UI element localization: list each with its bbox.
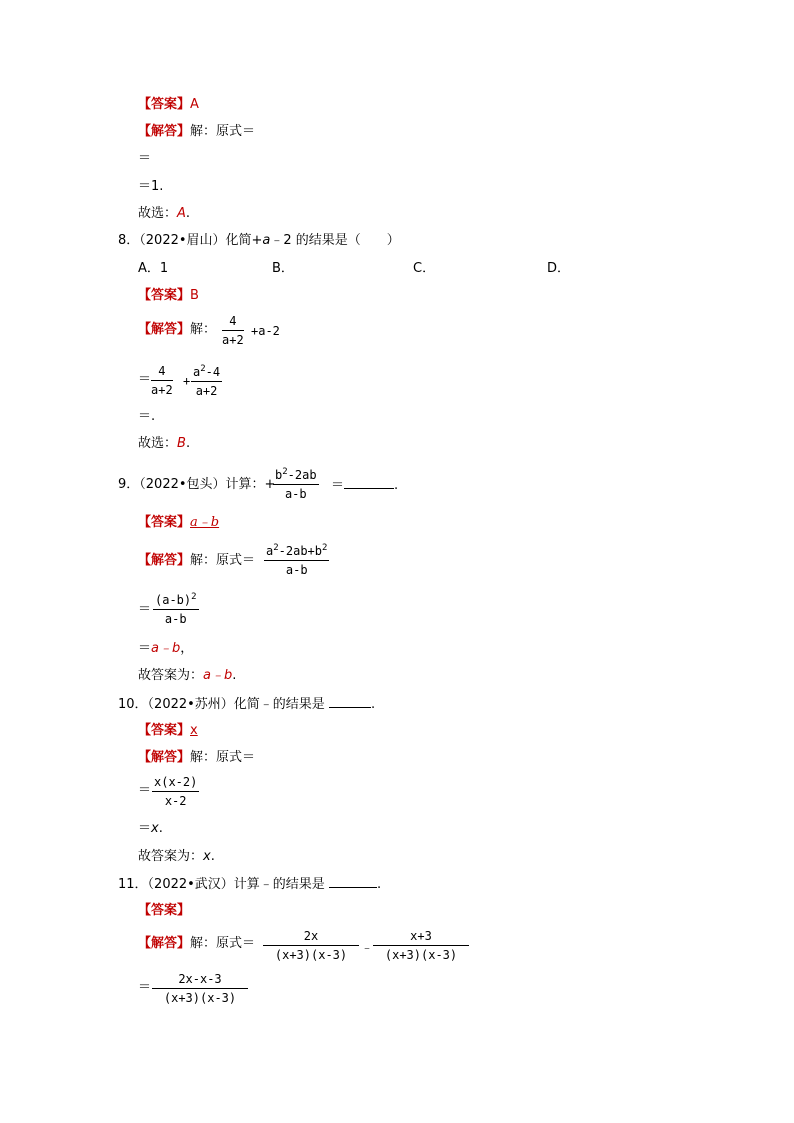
q8-option-c: C．	[413, 261, 436, 276]
answer-label: 【答案】	[138, 97, 191, 112]
q11-fraction-3	[152, 972, 248, 1005]
q8-step-eq: ＝	[138, 372, 152, 387]
q8-stem	[118, 234, 400, 247]
q7-step1: ＝	[138, 151, 152, 166]
q9-step3-value: a﹣b	[151, 641, 181, 656]
q7-choose-end: .	[185, 206, 191, 221]
q8-stem-text: 8．（2022•眉山）化简+	[118, 233, 263, 248]
q7-step2: ＝1.	[138, 179, 164, 194]
q9-stem-eq: ＝	[331, 478, 345, 493]
q10-sol-prefix: 解：原式＝	[190, 750, 256, 765]
solution-label: 【解答】	[138, 553, 191, 568]
q8-fraction-1	[222, 314, 244, 347]
q8-option-a: A．1	[138, 261, 169, 276]
q8-f1-denominator: a+2	[222, 333, 244, 347]
q9-s1-numerator: $a^2-2ab+b^2$	[266, 543, 328, 558]
q10-final-value: x	[203, 849, 211, 864]
q8-f2-denominator: a+2	[151, 383, 173, 397]
q7-answer-line	[138, 98, 199, 111]
q10-s1-numerator: x(x-2)	[154, 775, 198, 789]
q9-answer-blank	[344, 478, 394, 489]
q9-step3-end: ，	[180, 641, 194, 656]
q10-step2	[138, 822, 163, 835]
answer-label: 【答案】	[138, 288, 191, 303]
q7-sol-prefix: 解：原式＝	[190, 124, 256, 139]
q11-step-eq: ＝	[138, 980, 152, 995]
q10-final-end: .	[210, 849, 215, 864]
q8-stem-var: a	[262, 233, 271, 248]
q11-fraction-2	[373, 929, 469, 962]
q8-f2-plus: +	[183, 374, 191, 388]
q11-fraction-1	[263, 929, 359, 962]
q11-stem-text: 11．（2022•武汉）计算﹣的结果是	[118, 877, 325, 892]
q9-stem-end: .	[394, 478, 399, 493]
q9-answer: a﹣b	[190, 515, 220, 530]
q7-solution-line	[138, 125, 255, 138]
q11-s3-denominator: (x+3)(x-3)	[163, 991, 237, 1005]
q9-final-value: a﹣b	[203, 668, 233, 683]
q11-stem	[118, 877, 381, 891]
q11-s1-numerator: 2x	[303, 929, 319, 943]
q10-stem	[118, 697, 375, 711]
q8-option-d: D．	[547, 261, 571, 276]
q8-f2-numerator: 4	[158, 364, 166, 378]
q11-s2-numerator: x+3	[410, 929, 432, 943]
q9-final-end: .	[232, 668, 237, 683]
q11-answer-line	[138, 904, 190, 917]
q11-sol-prefix: 解：原式＝	[190, 936, 256, 951]
solution-label: 【解答】	[138, 124, 191, 139]
q9-fraction-1	[264, 543, 329, 577]
q10-final-line	[138, 850, 215, 863]
q9-stem-fraction	[273, 467, 319, 501]
q10-stem-end: .	[370, 697, 376, 712]
q8-option-b: B．	[272, 261, 294, 276]
q11-stem-end: .	[376, 877, 382, 892]
q9-final-line	[138, 669, 236, 682]
q10-step2-end: .	[158, 821, 163, 836]
q9-step3	[138, 642, 193, 655]
q8-step3: ＝.	[138, 409, 156, 424]
q9-step-eq: ＝	[138, 602, 152, 617]
q8-sol-prefix: 解：	[190, 322, 217, 337]
q10-step-eq: ＝	[138, 783, 152, 798]
q9-stem-tail	[331, 478, 398, 492]
q9-step3-eq: ＝	[138, 641, 152, 656]
q7-choose-line	[138, 207, 190, 220]
q10-stem-text: 10．（2022•苏州）化简﹣的结果是	[118, 697, 325, 712]
solution-label: 【解答】	[138, 322, 191, 337]
q8-fraction-3	[191, 364, 222, 398]
q11-s3-numerator: 2x-x-3	[178, 972, 222, 986]
q11-s1-denominator: (x+3)(x-3)	[274, 948, 348, 962]
answer-label: 【答案】	[138, 903, 191, 918]
q8-f3-numerator: $a^2-4$	[193, 364, 221, 379]
q10-step2-eq: ＝	[138, 821, 152, 836]
q8-solution-line	[138, 323, 216, 336]
q10-final-prefix: 故答案为：	[138, 849, 204, 864]
q9-solution-line	[138, 554, 255, 567]
q9-s1-denominator: a-b	[285, 563, 308, 577]
q10-step2-value: x	[151, 821, 159, 836]
q9-s2-numerator: $(a-b)^2$	[155, 592, 197, 607]
q9-stem: 9．（2022•包头）计算：+	[118, 477, 276, 492]
q10-s1-denominator: x-2	[164, 794, 187, 808]
q11-minus: ﹣	[361, 940, 374, 954]
q7-choose-prefix: 故选：	[138, 206, 178, 221]
q8-f3-denominator: a+2	[195, 384, 218, 398]
q8-stem-end: ﹣2 的结果是（ ）	[270, 233, 400, 248]
answer-label: 【答案】	[138, 515, 191, 530]
q9-answer-line	[138, 516, 219, 529]
q9-stem-denominator: a-b	[284, 487, 307, 501]
q8-f1-tail: +a-2	[251, 324, 280, 338]
q7-choose-value: A	[177, 206, 186, 221]
q8-f1-numerator: 4	[229, 314, 237, 328]
q10-answer-blank	[329, 697, 371, 708]
q9-stem-numerator: $b^2-2ab$	[275, 467, 317, 482]
solution-label: 【解答】	[138, 936, 191, 951]
q9-fraction-2	[153, 592, 199, 626]
q8-choose-prefix: 故选：	[138, 436, 178, 451]
q8-choose-value: B	[177, 436, 186, 451]
q8-answer: B	[190, 288, 199, 303]
q11-s2-denominator: (x+3)(x-3)	[384, 948, 458, 962]
q8-choose-end: .	[185, 436, 191, 451]
q11-answer-blank	[329, 877, 377, 888]
q9-sol-prefix: 解：原式＝	[190, 553, 256, 568]
answer-label: 【答案】	[138, 723, 191, 738]
solution-label: 【解答】	[138, 750, 191, 765]
q9-final-prefix: 故答案为：	[138, 668, 204, 683]
q8-fraction-2	[151, 364, 173, 397]
q9-s2-denominator: a-b	[164, 612, 187, 626]
q8-answer-line	[138, 289, 199, 302]
q8-choose-line	[138, 437, 190, 450]
q10-answer: x	[190, 723, 198, 738]
q10-fraction-1	[152, 775, 199, 808]
q11-solution-line	[138, 937, 255, 950]
q10-solution-line	[138, 751, 255, 764]
q7-answer: A	[190, 97, 199, 112]
q10-answer-line	[138, 724, 198, 737]
